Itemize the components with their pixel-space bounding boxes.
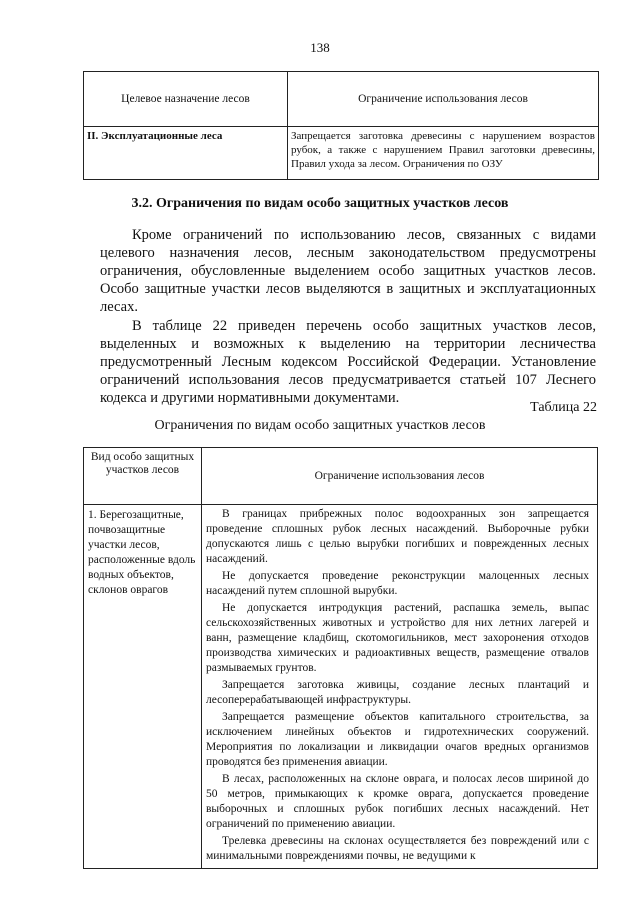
table-header-row bbox=[84, 72, 599, 127]
protective-areas-table bbox=[83, 447, 598, 869]
header-restriction: Ограничение использования лесов bbox=[288, 72, 599, 127]
restriction-paragraph: Не допускается интродукция растений, распашка земель, выпас сельскохозяйственных животных и устройство для них летних лагерей и ванн, размещение кладбищ, скотомогильников, мест захоронения отходов производства химических и радиоактивных веществ, размещение отвалов размываемых грунтов. bbox=[206, 602, 589, 674]
table-row bbox=[84, 127, 599, 180]
cell-category: II. Эксплуатационные леса bbox=[84, 127, 288, 180]
restriction-paragraph: Не допускается проведение реконструкции малоценных лесных насаждений путем сплошной вырубки. bbox=[206, 570, 589, 597]
cell-restrictions bbox=[202, 505, 598, 869]
table-number-label: Таблица 22 bbox=[530, 400, 597, 415]
restriction-paragraph: Запрещается заготовка живицы, создание лесных плантаций и лесоперерабатывающей инфраструктуры. bbox=[206, 679, 589, 706]
section-heading: 3.2. Ограничения по видам особо защитных участков лесов bbox=[131, 196, 509, 211]
paragraph-table-reference: В таблице 22 приведен перечень особо защитных участков лесов, выделенных и возможных к выделению на территории лесничества предусмотренный Лесным кодексом Российской Федерации. Установление ограничений использования лесов предусматривается статьей 107 Леснего кодекса и другими нормативными документами. bbox=[100, 318, 596, 406]
header-area-type: Вид особо защитных участков лесов bbox=[84, 448, 202, 505]
header-purpose: Целевое назначение лесов bbox=[84, 72, 288, 127]
cell-restriction: Запрещается заготовка древесины с нарушением возрастов рубок, а также с нарушением Правил заготовки древесины, Правил ухода за лесом. Ограничения по ОЗУ bbox=[288, 127, 599, 180]
forest-purpose-table bbox=[83, 71, 599, 180]
restriction-paragraph: Трелевка древесины на склонах осуществляется без повреждений или с минимальными повреждениями почвы, не ведущими к bbox=[206, 835, 589, 862]
restriction-paragraph: В границах прибрежных полос водоохранных зон запрещается проведение сплошных рубок лесных насаждений. Выборочные рубки допускаются лишь с целью вырубки погибших и поврежденных лесных насаждений. bbox=[206, 508, 589, 565]
table-row bbox=[84, 505, 598, 869]
table-title: Ограничения по видам особо защитных участков лесов bbox=[154, 418, 486, 433]
restriction-paragraph: В лесах, расположенных на склоне оврага, и полосах лесов шириной до 50 метров, примыкающих к кромке оврага, допускается проведение выборочных и сплошных рубок погибших лесных насаждений. Нет ограничений по применению авиации. bbox=[206, 773, 589, 830]
restriction-paragraph: Запрещается размещение объектов капитального строительства, за исключением линейных объектов и гидротехнических сооружений. Мероприятия по локализации и ликвидации очагов вредных организмов проводятся без применения авиации. bbox=[206, 711, 589, 768]
header-restriction: Ограничение использования лесов bbox=[202, 448, 598, 505]
paragraph-intro: Кроме ограничений по использованию лесов, связанных с видами целевого назначения лесов, лесным законодательством предусмотрены ограничения, обусловленные выделением особо защитных участков лесов. Особо защитные участки лесов выделяются в защитных и эксплуатационных лесах. bbox=[100, 227, 596, 315]
table-header-row bbox=[84, 448, 598, 505]
cell-area-type: 1. Берегозащитные, почвозащитные участки лесов, расположенные вдоль водных объектов, склонов оврагов bbox=[84, 505, 202, 869]
page-number: 138 bbox=[310, 40, 330, 55]
